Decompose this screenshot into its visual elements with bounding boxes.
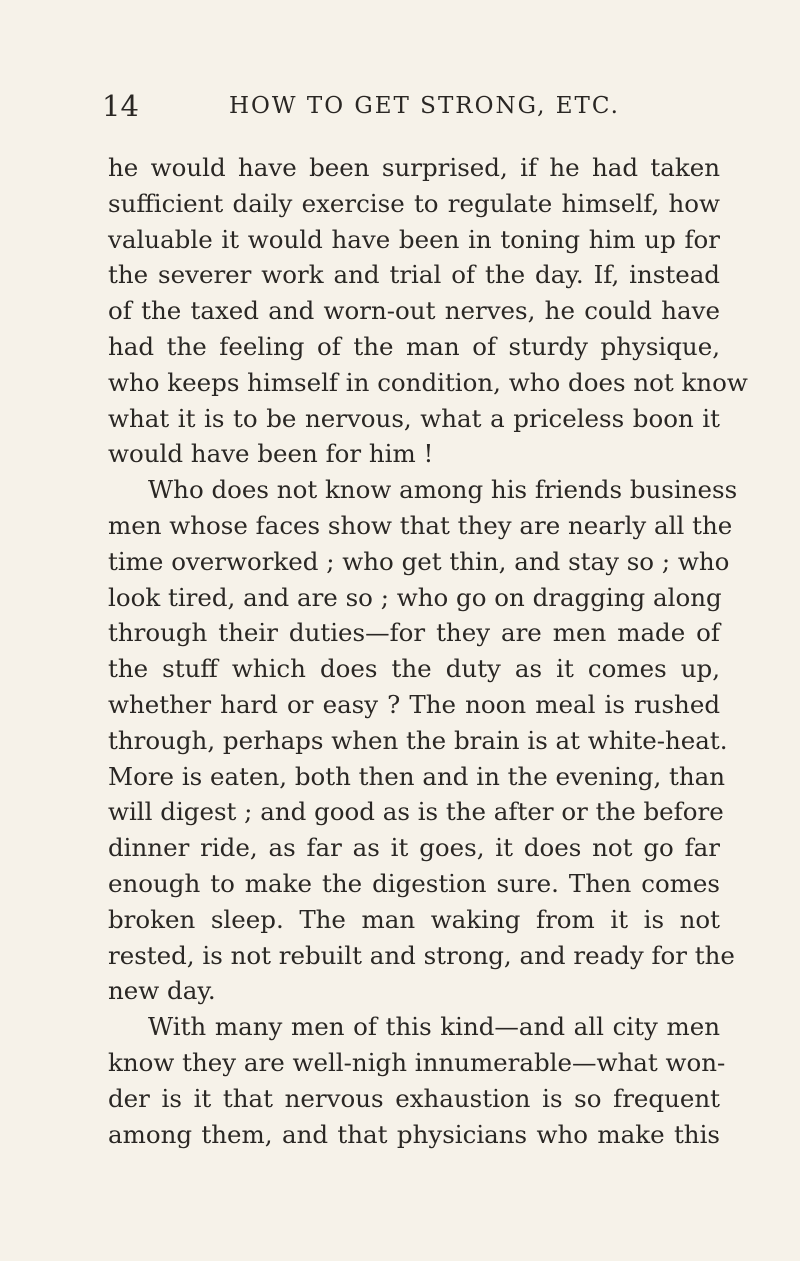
text-line: With many men of this kind—and all city men [148, 1012, 720, 1042]
text-line: rested, is not rebuilt and strong, and ready for the [108, 940, 735, 970]
body-text [108, 150, 748, 1152]
page-number: 14 [102, 89, 139, 123]
text-line: among them, and that physicians who make this [108, 1119, 720, 1149]
running-head: HOW TO GET STRONG, ETC. [229, 93, 620, 119]
text-line: new day. [108, 976, 216, 1006]
text-line: time overworked ; who get thin, and stay so ; who [108, 546, 730, 576]
page-header [102, 86, 712, 126]
text-line: whether hard or easy ? The noon meal is rushed [108, 689, 720, 719]
text-line: the stuff which does the duty as it comes up, [108, 654, 720, 684]
text-line: enough to make the digestion sure. Then comes [108, 868, 720, 898]
text-line: dinner ride, as far as it goes, it does not go far [108, 833, 720, 863]
text-line: sufficient daily exercise to regulate himself, how [108, 188, 720, 218]
text-line: would have been for him ! [108, 439, 434, 469]
text-line: had the feeling of the man of sturdy physique, [108, 331, 720, 361]
text-line: who keeps himself in condition, who does not know [108, 367, 748, 397]
text-line: through their duties—for they are men made of [108, 618, 720, 648]
text-line: valuable it would have been in toning him up for [108, 224, 720, 254]
text-line: More is eaten, both then and in the evening, than [108, 761, 726, 791]
text-line: will digest ; and good as is the after or the before [108, 797, 724, 827]
text-line: Who does not know among his friends business [148, 475, 738, 505]
text-line: the severer work and trial of the day. If, instead [108, 260, 720, 290]
text-line: look tired, and are so ; who go on dragging along [108, 582, 722, 612]
text-line: men whose faces show that they are nearly all the [108, 510, 733, 540]
text-line: of the taxed and worn-out nerves, he could have [108, 296, 720, 326]
text-line: he would have been surprised, if he had taken [108, 153, 720, 182]
text-line: through, perhaps when the brain is at white-heat. [108, 725, 728, 755]
text-line: der is it that nervous exhaustion is so frequent [108, 1083, 720, 1113]
text-line: broken sleep. The man waking from it is not [108, 904, 720, 934]
text-line: know they are well-nigh innumerable—what won- [108, 1047, 726, 1077]
text-line: what it is to be nervous, what a priceless boon it [108, 403, 720, 433]
